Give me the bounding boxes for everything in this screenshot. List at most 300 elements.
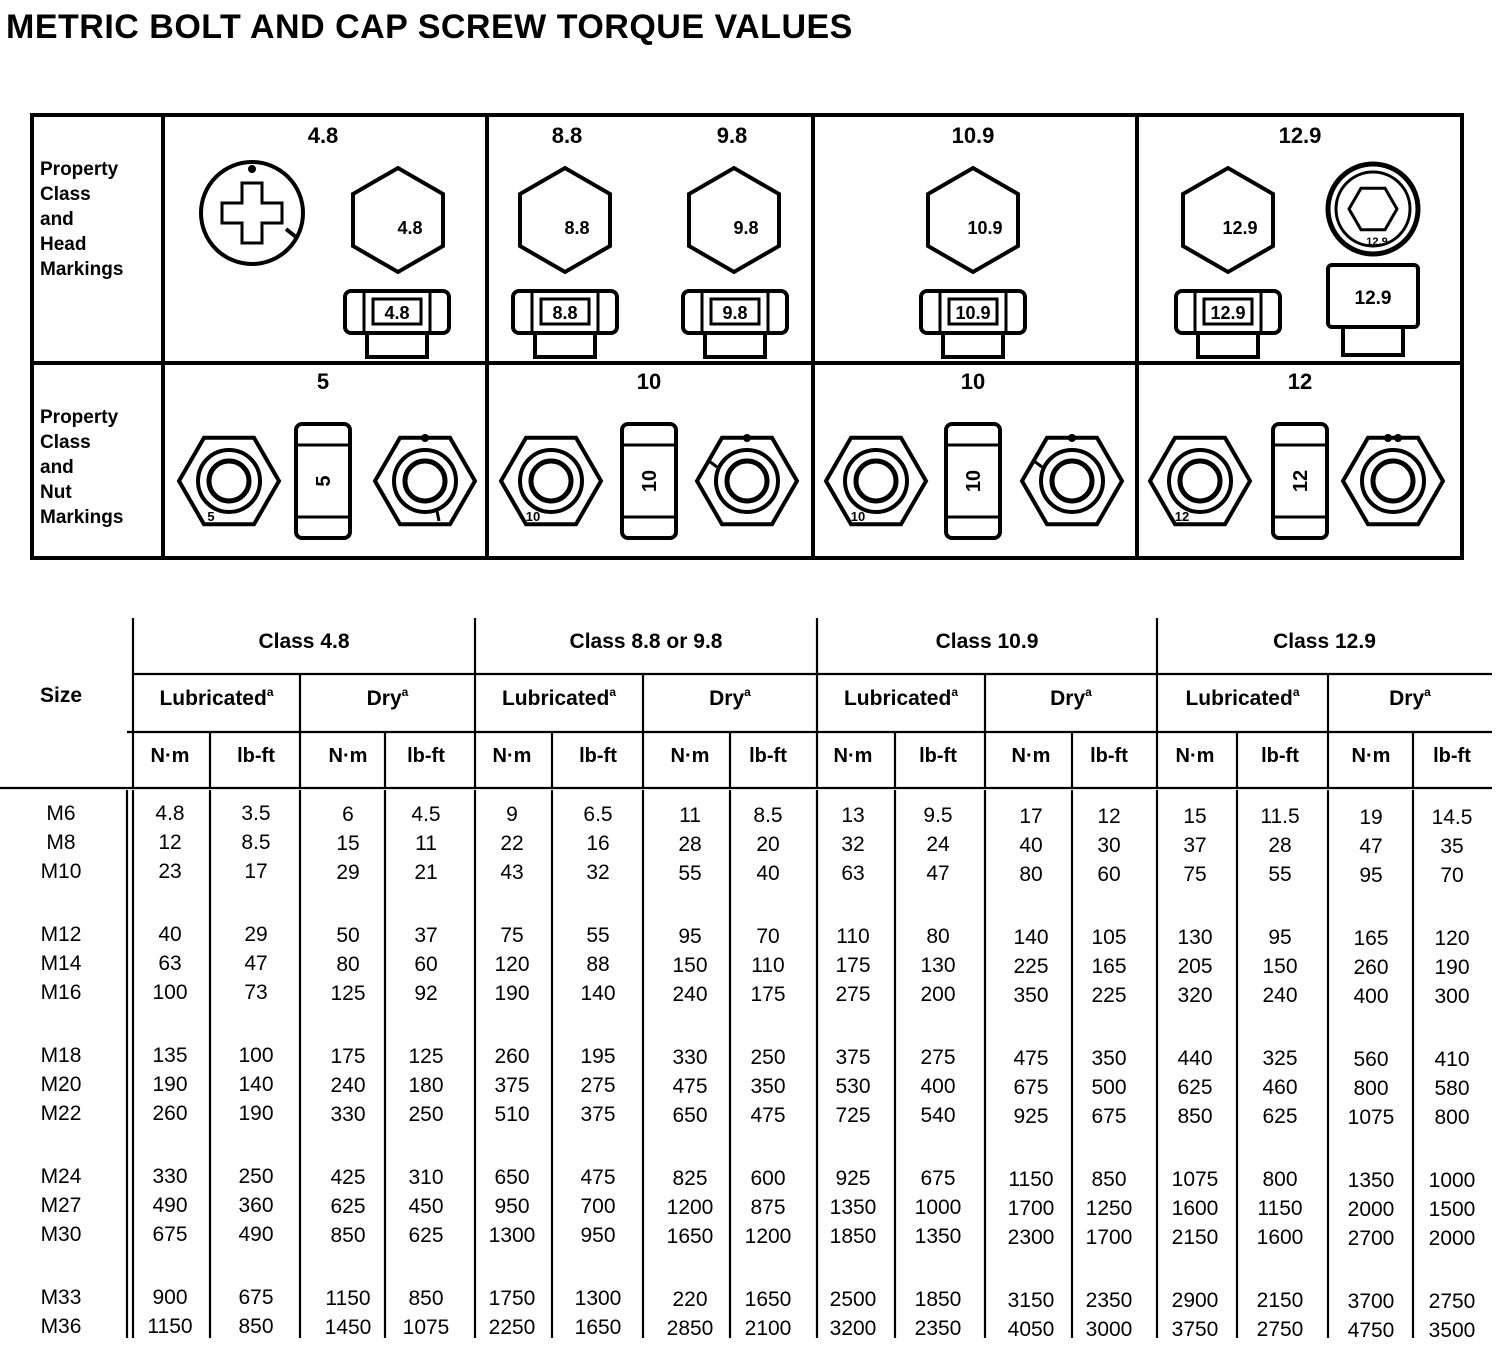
- bolt-class-heading: 10.9: [951, 123, 995, 148]
- value-cell: 140: [580, 982, 616, 1005]
- value-cell: 440: [1177, 1047, 1213, 1070]
- value-cell: 850: [1091, 1168, 1127, 1191]
- value-cell: 1075: [1347, 1106, 1395, 1129]
- value-cell: 350: [1013, 984, 1049, 1007]
- side-marking-text: 12.9: [1210, 303, 1246, 323]
- unit-heading: lb-ft: [1433, 745, 1471, 767]
- table-row: [46, 802, 1472, 829]
- value-cell: 300: [1434, 985, 1470, 1008]
- value-cell: 330: [672, 1046, 708, 1069]
- value-cell: 80: [1019, 863, 1043, 886]
- unit-heading: N·m: [670, 745, 710, 767]
- value-cell: 260: [1353, 956, 1389, 979]
- value-cell: 310: [408, 1166, 444, 1189]
- value-cell: 625: [1177, 1076, 1213, 1099]
- value-cell: 475: [1013, 1047, 1049, 1070]
- nut-class-heading: 10: [960, 369, 986, 394]
- value-cell: 3700: [1347, 1290, 1395, 1313]
- condition-heading: Dry$^a$: [1050, 685, 1092, 710]
- value-cell: 70: [1440, 864, 1464, 887]
- value-cell: 2500: [829, 1288, 877, 1311]
- value-cell: 1350: [829, 1196, 877, 1219]
- value-cell: 17: [244, 860, 268, 883]
- class-heading: Class 12.9: [1273, 630, 1376, 653]
- value-cell: 330: [330, 1103, 366, 1126]
- head-marking-text: 9.8: [733, 218, 759, 238]
- value-cell: 190: [494, 982, 530, 1005]
- value-cell: 35: [1440, 835, 1464, 858]
- value-cell: 700: [580, 1195, 616, 1218]
- value-cell: 260: [152, 1102, 188, 1125]
- value-cell: 4750: [1347, 1319, 1395, 1342]
- unit-heading: N·m: [1351, 745, 1391, 767]
- value-cell: 1650: [744, 1288, 792, 1311]
- row-label-line: Property: [40, 407, 119, 428]
- value-cell: 2100: [744, 1317, 792, 1340]
- table-row: [41, 981, 1470, 1008]
- value-cell: 675: [152, 1223, 188, 1246]
- value-cell: 580: [1434, 1077, 1470, 1100]
- value-cell: 55: [678, 862, 702, 885]
- value-cell: 1700: [1007, 1197, 1055, 1220]
- value-cell: 475: [580, 1166, 616, 1189]
- size-cell: M20: [40, 1073, 82, 1096]
- table-row: [46, 831, 1463, 858]
- value-cell: 490: [238, 1223, 274, 1246]
- value-cell: 100: [238, 1044, 274, 1067]
- page-title: METRIC BOLT AND CAP SCREW TORQUE VALUES: [6, 8, 853, 46]
- side-marking-text: 10.9: [955, 303, 991, 323]
- value-cell: 190: [152, 1073, 188, 1096]
- value-cell: 510: [494, 1103, 530, 1126]
- value-cell: 120: [494, 953, 530, 976]
- value-cell: 95: [678, 925, 702, 948]
- value-cell: 1250: [1085, 1197, 1133, 1220]
- unit-heading: lb-ft: [1090, 745, 1128, 767]
- nut-class-heading: 10: [636, 369, 662, 394]
- value-cell: 32: [586, 861, 610, 884]
- value-cell: 650: [672, 1104, 708, 1127]
- value-cell: 17: [1019, 805, 1043, 828]
- value-cell: 1700: [1085, 1226, 1133, 1249]
- value-cell: 2000: [1428, 1227, 1476, 1250]
- table-row: [41, 923, 1470, 950]
- value-cell: 50: [336, 924, 360, 947]
- side-marking-text: 8.8: [552, 303, 578, 323]
- unit-heading: lb-ft: [919, 745, 957, 767]
- value-cell: 875: [750, 1196, 786, 1219]
- value-cell: 29: [336, 861, 360, 884]
- value-cell: 3000: [1085, 1318, 1133, 1341]
- size-cell: M8: [46, 831, 76, 854]
- value-cell: 11: [679, 804, 701, 827]
- value-cell: 73: [244, 981, 268, 1004]
- value-cell: 105: [1091, 926, 1127, 949]
- value-cell: 190: [1434, 956, 1470, 979]
- bolt-class-heading: 4.8: [307, 123, 339, 148]
- size-cell: M33: [40, 1286, 82, 1309]
- side-marking-text: 4.8: [384, 303, 410, 323]
- value-cell: 625: [1262, 1105, 1298, 1128]
- value-cell: 950: [494, 1195, 530, 1218]
- table-row: [41, 860, 1464, 887]
- nut-side-marking-text: 10: [963, 469, 985, 493]
- unit-heading: N·m: [1011, 745, 1051, 767]
- value-cell: 21: [414, 861, 438, 884]
- value-cell: 460: [1262, 1076, 1298, 1099]
- value-cell: 195: [580, 1045, 616, 1068]
- value-cell: 140: [238, 1073, 274, 1096]
- value-cell: 350: [750, 1075, 786, 1098]
- bolt-class-heading: 12.9: [1278, 123, 1322, 148]
- row-label-line: Class: [40, 184, 91, 205]
- value-cell: 925: [1013, 1105, 1049, 1128]
- value-cell: 1750: [488, 1287, 536, 1310]
- row-label-line: and: [40, 209, 74, 230]
- value-cell: 375: [494, 1074, 530, 1097]
- size-cell: M30: [40, 1223, 82, 1246]
- value-cell: 22: [500, 832, 524, 855]
- unit-heading: N·m: [1175, 745, 1215, 767]
- value-cell: 225: [1013, 955, 1049, 978]
- value-cell: 225: [1091, 984, 1127, 1007]
- size-cell: M14: [40, 952, 82, 975]
- size-cell: M12: [40, 923, 82, 946]
- class-heading: Class 4.8: [258, 630, 350, 653]
- value-cell: 1200: [744, 1225, 792, 1248]
- value-cell: 850: [330, 1224, 366, 1247]
- nut-side-marking-text: 5: [313, 475, 335, 487]
- value-cell: 490: [152, 1194, 188, 1217]
- value-cell: 32: [841, 833, 865, 856]
- value-cell: 450: [408, 1195, 444, 1218]
- value-cell: 375: [580, 1103, 616, 1126]
- size-cell: M27: [40, 1194, 82, 1217]
- value-cell: 12: [1097, 805, 1121, 828]
- value-cell: 28: [678, 833, 702, 856]
- value-cell: 200: [920, 983, 956, 1006]
- nut-side-marking-text: 10: [639, 469, 661, 493]
- value-cell: 2150: [1171, 1226, 1219, 1249]
- value-cell: 1600: [1171, 1197, 1219, 1220]
- value-cell: 47: [244, 952, 268, 975]
- size-header: Size: [39, 684, 83, 707]
- value-cell: 1350: [914, 1225, 962, 1248]
- value-cell: 150: [1262, 955, 1298, 978]
- value-cell: 16: [586, 832, 610, 855]
- value-cell: 350: [1091, 1047, 1127, 1070]
- value-cell: 320: [1177, 984, 1213, 1007]
- value-cell: 70: [756, 925, 780, 948]
- value-cell: 1500: [1428, 1198, 1476, 1221]
- value-cell: 88: [586, 953, 610, 976]
- value-cell: 95: [1268, 926, 1292, 949]
- value-cell: 1200: [666, 1196, 714, 1219]
- value-cell: 1300: [488, 1224, 536, 1247]
- unit-heading: lb-ft: [749, 745, 787, 767]
- value-cell: 24: [926, 833, 950, 856]
- value-cell: 37: [1183, 834, 1207, 857]
- value-cell: 3.5: [241, 802, 271, 825]
- value-cell: 1000: [914, 1196, 962, 1219]
- table-row: [41, 1044, 1470, 1071]
- value-cell: 80: [926, 925, 950, 948]
- value-cell: 400: [920, 1075, 956, 1098]
- row-label-line: Property: [40, 159, 119, 180]
- nut-face-marking-text: 10: [850, 509, 866, 524]
- value-cell: 1075: [402, 1316, 450, 1339]
- value-cell: 410: [1434, 1048, 1470, 1071]
- value-cell: 800: [1353, 1077, 1389, 1100]
- value-cell: 2000: [1347, 1198, 1395, 1221]
- value-cell: 190: [238, 1102, 274, 1125]
- value-cell: 2750: [1256, 1318, 1304, 1341]
- value-cell: 540: [920, 1104, 956, 1127]
- value-cell: 63: [841, 862, 865, 885]
- value-cell: 1850: [829, 1225, 877, 1248]
- value-cell: 130: [920, 954, 956, 977]
- value-cell: 240: [672, 983, 708, 1006]
- nut-side-marking-text: 12: [1290, 469, 1312, 493]
- value-cell: 175: [835, 954, 871, 977]
- value-cell: 900: [152, 1286, 188, 1309]
- value-cell: 675: [920, 1167, 956, 1190]
- bolt-class-heading: 9.8: [716, 123, 748, 148]
- value-cell: 530: [835, 1075, 871, 1098]
- condition-heading: Lubricated$^a$: [159, 685, 274, 710]
- nut-class-heading: 5: [316, 369, 330, 394]
- nut-face-marking-text: 10: [525, 509, 541, 524]
- head-marking-text: 10.9: [967, 218, 1003, 238]
- value-cell: 725: [835, 1104, 871, 1127]
- value-cell: 800: [1434, 1106, 1470, 1129]
- value-cell: 2700: [1347, 1227, 1395, 1250]
- value-cell: 1850: [914, 1288, 962, 1311]
- size-cell: M36: [40, 1315, 82, 1338]
- head-marking-text: 12.9: [1222, 218, 1258, 238]
- value-cell: 75: [500, 924, 524, 947]
- row-label-line: and: [40, 457, 74, 478]
- value-cell: 125: [330, 982, 366, 1005]
- side-marking-text: 9.8: [722, 303, 748, 323]
- table-row: [41, 1223, 1476, 1250]
- value-cell: 47: [926, 862, 950, 885]
- value-cell: 165: [1353, 927, 1389, 950]
- value-cell: 125: [408, 1045, 444, 1068]
- unit-heading: N·m: [492, 745, 532, 767]
- value-cell: 2850: [666, 1317, 714, 1340]
- value-cell: 250: [408, 1103, 444, 1126]
- nut-face-marking-text: 12: [1174, 509, 1190, 524]
- value-cell: 2150: [1256, 1289, 1304, 1312]
- value-cell: 850: [238, 1315, 274, 1338]
- unit-heading: lb-ft: [579, 745, 617, 767]
- value-cell: 130: [1177, 926, 1213, 949]
- value-cell: 1600: [1256, 1226, 1304, 1249]
- value-cell: 40: [756, 862, 780, 885]
- value-cell: 28: [1268, 834, 1292, 857]
- value-cell: 110: [836, 925, 870, 948]
- size-cell: M24: [40, 1165, 82, 1188]
- value-cell: 325: [1262, 1047, 1298, 1070]
- value-cell: 9: [506, 803, 518, 826]
- value-cell: 100: [152, 981, 188, 1004]
- head-marking-text: 8.8: [564, 218, 590, 238]
- row-label-line: Markings: [40, 507, 124, 528]
- value-cell: 175: [750, 983, 786, 1006]
- value-cell: 30: [1097, 834, 1121, 857]
- value-cell: 8.5: [241, 831, 271, 854]
- value-cell: 500: [1091, 1076, 1127, 1099]
- value-cell: 3200: [829, 1317, 877, 1340]
- value-cell: 1150: [147, 1315, 193, 1338]
- value-cell: 40: [158, 923, 182, 946]
- value-cell: 110: [751, 954, 785, 977]
- class-heading: Class 10.9: [935, 630, 1039, 653]
- value-cell: 55: [586, 924, 610, 947]
- value-cell: 240: [330, 1074, 366, 1097]
- unit-heading: lb-ft: [237, 745, 275, 767]
- value-cell: 250: [750, 1046, 786, 1069]
- value-cell: 1300: [574, 1287, 622, 1310]
- row-label-line: Head: [40, 234, 87, 255]
- table-row: [41, 1102, 1470, 1129]
- value-cell: 925: [835, 1167, 871, 1190]
- table-row: [41, 1315, 1476, 1342]
- value-cell: 675: [1091, 1105, 1127, 1128]
- value-cell: 2900: [1171, 1289, 1219, 1312]
- value-cell: 240: [1262, 984, 1298, 1007]
- value-cell: 19: [1359, 806, 1383, 829]
- value-cell: 1150: [325, 1287, 371, 1310]
- condition-heading: Dry$^a$: [1389, 685, 1431, 710]
- value-cell: 2300: [1007, 1226, 1055, 1249]
- value-cell: 375: [835, 1046, 871, 1069]
- unit-heading: N·m: [328, 745, 368, 767]
- condition-heading: Lubricated$^a$: [843, 685, 959, 710]
- value-cell: 47: [1359, 835, 1383, 858]
- size-cell: M22: [40, 1102, 82, 1125]
- value-cell: 1000: [1428, 1169, 1476, 1192]
- row-label-line: Markings: [40, 259, 124, 280]
- value-cell: 6.5: [583, 803, 613, 826]
- value-cell: 80: [336, 953, 360, 976]
- value-cell: 650: [494, 1166, 530, 1189]
- value-cell: 92: [414, 982, 438, 1005]
- value-cell: 40: [1019, 834, 1043, 857]
- value-cell: 2350: [914, 1317, 962, 1340]
- value-cell: 675: [1013, 1076, 1049, 1099]
- size-cell: M10: [40, 860, 82, 883]
- unit-heading: lb-ft: [407, 745, 445, 767]
- value-cell: 330: [152, 1165, 188, 1188]
- size-cell: M16: [40, 981, 82, 1004]
- value-cell: 6: [342, 803, 354, 826]
- value-cell: 560: [1353, 1048, 1389, 1071]
- value-cell: 12: [158, 831, 182, 854]
- condition-heading: Lubricated$^a$: [501, 685, 617, 710]
- value-cell: 13: [841, 804, 865, 827]
- value-cell: 95: [1359, 864, 1383, 887]
- value-cell: 425: [330, 1166, 366, 1189]
- value-cell: 400: [1353, 985, 1389, 1008]
- value-cell: 2350: [1085, 1289, 1133, 1312]
- size-cell: M6: [46, 802, 76, 825]
- value-cell: 260: [494, 1045, 530, 1068]
- head-marking-text: 4.8: [397, 218, 423, 238]
- size-cell: M18: [40, 1044, 82, 1067]
- value-cell: 75: [1183, 863, 1207, 886]
- value-cell: 475: [750, 1104, 786, 1127]
- value-cell: 1150: [1008, 1168, 1054, 1191]
- value-cell: 140: [1013, 926, 1049, 949]
- value-cell: 205: [1177, 955, 1213, 978]
- value-cell: 625: [408, 1224, 444, 1247]
- value-cell: 1650: [666, 1225, 714, 1248]
- value-cell: 950: [580, 1224, 616, 1247]
- value-cell: 1075: [1171, 1168, 1219, 1191]
- value-cell: 4.5: [411, 803, 441, 826]
- unit-heading: N·m: [833, 745, 873, 767]
- value-cell: 175: [330, 1045, 366, 1068]
- value-cell: 250: [238, 1165, 274, 1188]
- value-cell: 135: [152, 1044, 188, 1067]
- condition-heading: Dry$^a$: [709, 685, 751, 710]
- table-row: [41, 1073, 1470, 1100]
- value-cell: 60: [414, 953, 438, 976]
- nut-class-heading: 12: [1287, 369, 1313, 394]
- value-cell: 43: [500, 861, 524, 884]
- value-cell: 4.8: [155, 802, 185, 825]
- value-cell: 3500: [1428, 1319, 1476, 1342]
- table-row: [41, 1286, 1476, 1313]
- value-cell: 11.5: [1260, 805, 1300, 828]
- value-cell: 3750: [1171, 1318, 1219, 1341]
- value-cell: 675: [238, 1286, 274, 1309]
- value-cell: 1450: [324, 1316, 372, 1339]
- nut-face-marking-text: 5: [207, 509, 215, 524]
- table-row: [41, 1165, 1476, 1192]
- value-cell: 1350: [1347, 1169, 1395, 1192]
- value-cell: 850: [1177, 1105, 1213, 1128]
- condition-heading: Dry$^a$: [366, 685, 409, 710]
- value-cell: 180: [408, 1074, 444, 1097]
- value-cell: 800: [1262, 1168, 1298, 1191]
- value-cell: 4050: [1007, 1318, 1055, 1341]
- table-row: [41, 952, 1470, 979]
- socket-head-marking-text: 12.9: [1366, 236, 1388, 248]
- value-cell: 850: [408, 1287, 444, 1310]
- value-cell: 29: [244, 923, 268, 946]
- value-cell: 275: [835, 983, 871, 1006]
- value-cell: 3150: [1007, 1289, 1055, 1312]
- value-cell: 20: [756, 833, 780, 856]
- value-cell: 15: [1183, 805, 1207, 828]
- unit-heading: N·m: [150, 745, 190, 767]
- value-cell: 9.5: [923, 804, 953, 827]
- value-cell: 14.5: [1431, 806, 1473, 829]
- side-marking-text: 12.9: [1354, 288, 1392, 309]
- value-cell: 475: [672, 1075, 708, 1098]
- value-cell: 15: [336, 832, 360, 855]
- table-row: [41, 1194, 1476, 1221]
- value-cell: 150: [672, 954, 708, 977]
- value-cell: 1650: [574, 1316, 622, 1339]
- value-cell: 275: [920, 1046, 956, 1069]
- value-cell: 825: [672, 1167, 708, 1190]
- value-cell: 1150: [1257, 1197, 1303, 1220]
- value-cell: 625: [330, 1195, 366, 1218]
